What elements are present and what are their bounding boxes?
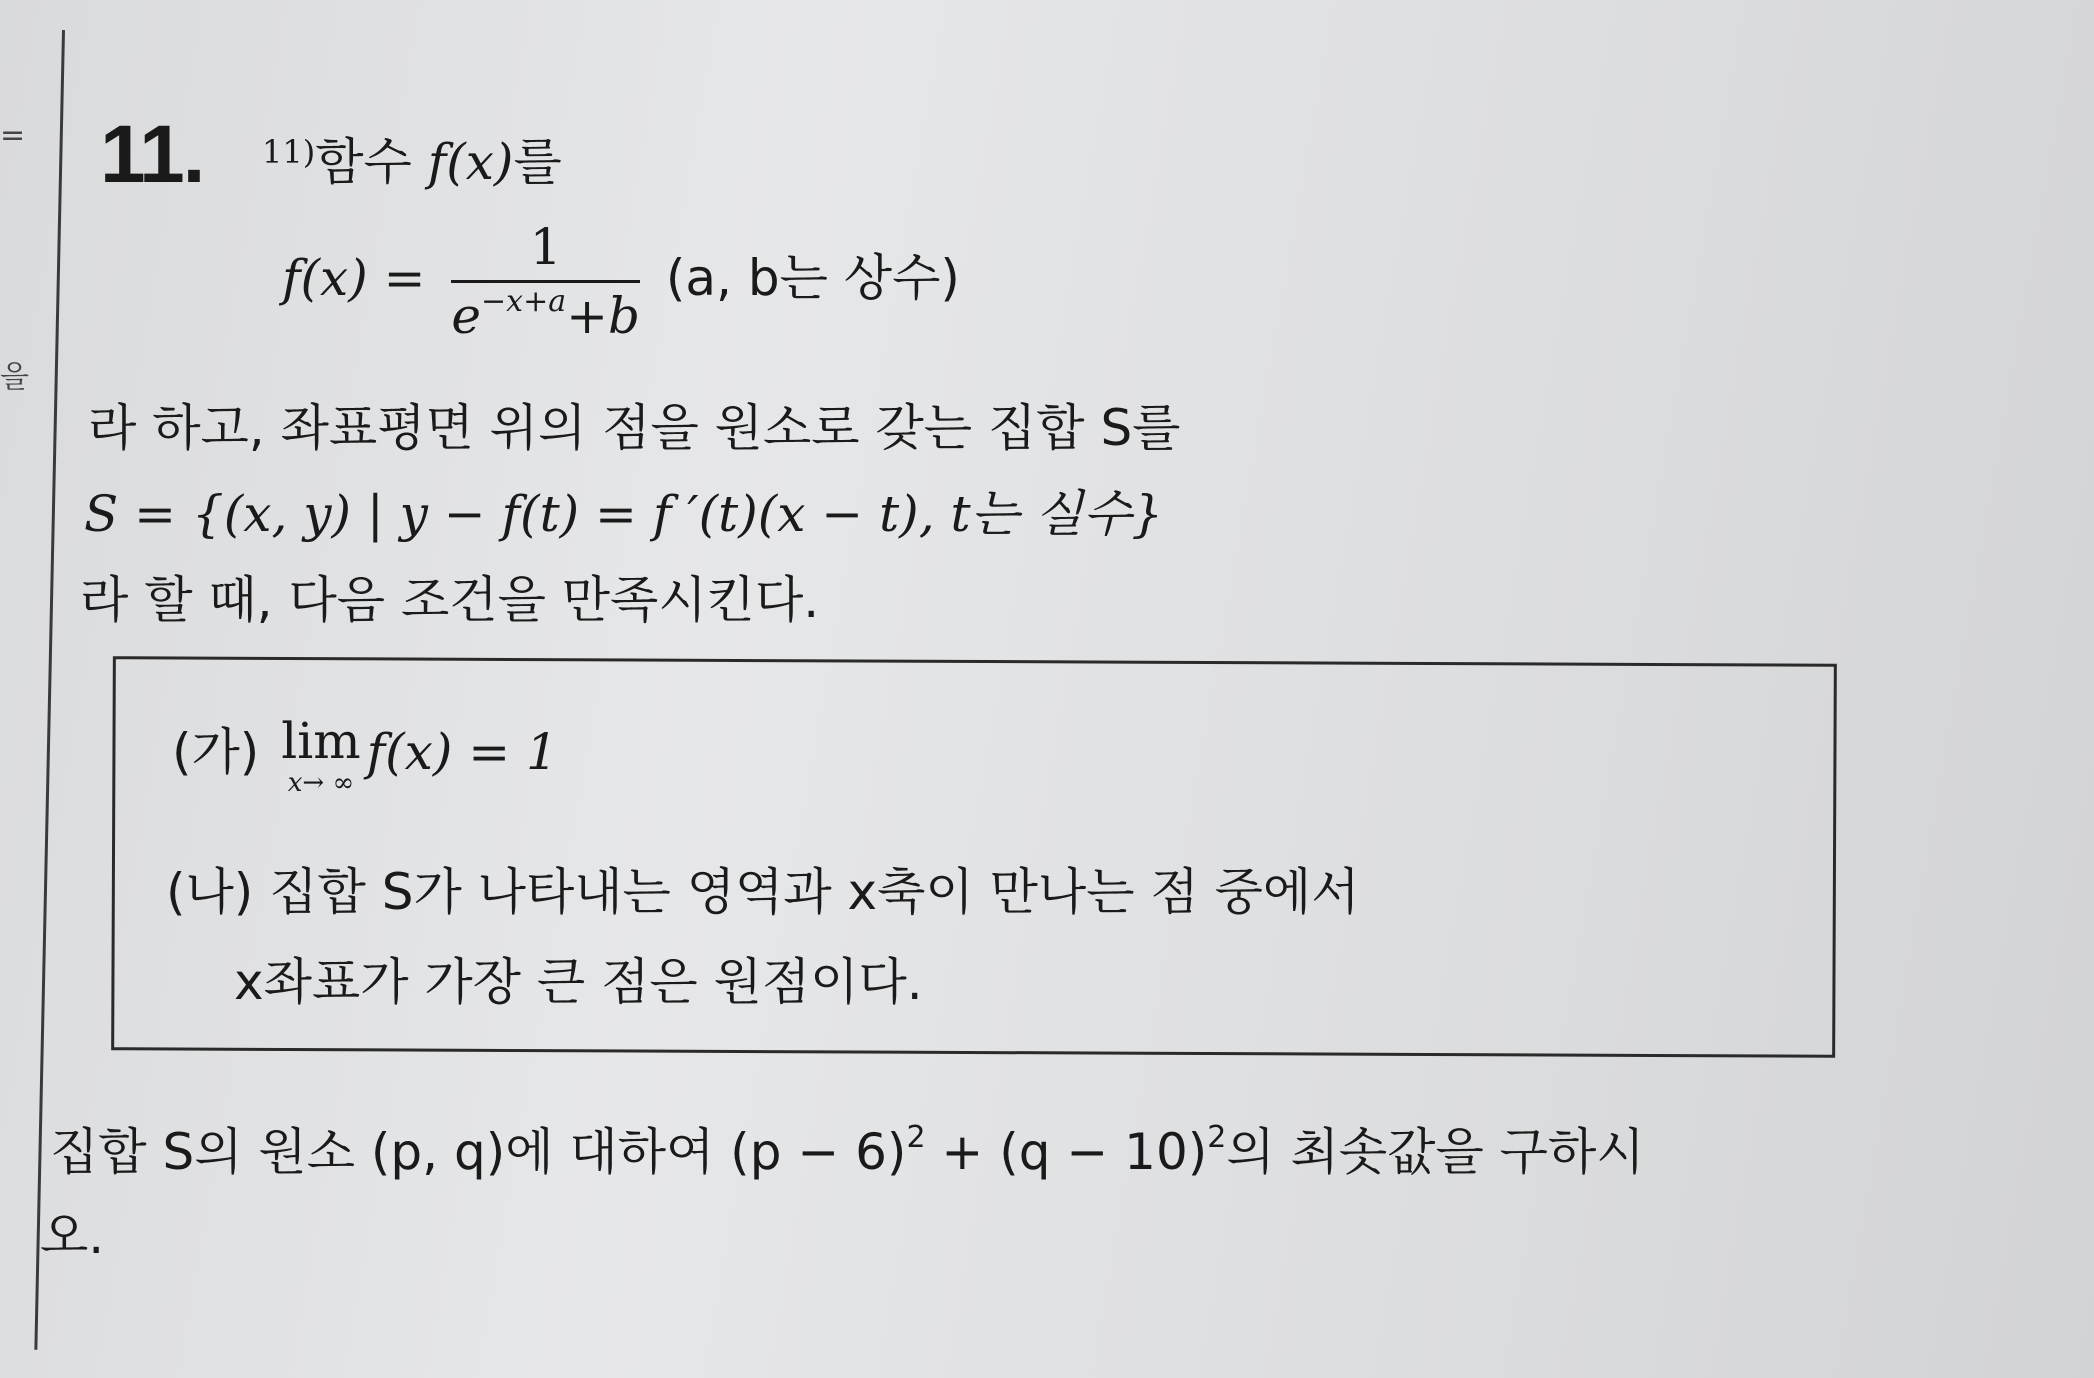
question-mid: + (q − 10) xyxy=(925,1123,1208,1181)
condition-b-line1: 집합 S가 나타내는 영역과 x축이 만나는 점 중에서 xyxy=(269,863,1360,921)
def-remark: (a, b는 상수) xyxy=(665,249,960,307)
question-sup-2: 2 xyxy=(1207,1120,1227,1155)
question-line-2: 오. xyxy=(40,1207,105,1265)
problem-intro xyxy=(262,122,562,194)
condition-a-expr: f(x) = 1 xyxy=(366,723,558,781)
limit-word: lim xyxy=(281,712,361,770)
fraction xyxy=(451,218,640,345)
def-lhs: f(x) = xyxy=(282,249,426,307)
intro-particle: 를 xyxy=(513,133,562,191)
question-pre: 집합 S의 원소 (p, q)에 대하여 (p − 6) xyxy=(50,1123,907,1181)
edge-mark-top: = xyxy=(0,118,26,153)
question-sup-1: 2 xyxy=(906,1120,926,1155)
function-definition xyxy=(282,218,960,345)
problem-line-2: 라 하고, 좌표평면 위의 점을 원소로 갖는 집합 S를 xyxy=(88,399,1181,457)
question-line-1 xyxy=(50,1112,1645,1184)
problem-number: 11. xyxy=(100,109,204,200)
exp-base: e xyxy=(451,287,482,345)
question-post: 의 최솟값을 구하시 xyxy=(1226,1123,1645,1181)
set-definition: S = {(x, y) | y − f(t) = f ′(t)(x − t), t는 실수} xyxy=(84,485,1164,543)
den-tail: +b xyxy=(566,287,640,345)
fraction-denominator xyxy=(451,283,640,345)
problem-line-4: 라 할 때, 다음 조건을 만족시킨다. xyxy=(80,571,820,629)
condition-b xyxy=(166,852,1360,924)
condition-a xyxy=(172,712,558,798)
edge-mark-mid: 을 xyxy=(0,360,29,395)
limit-subscript: x→ ∞ xyxy=(287,768,355,798)
condition-b-label: (나) xyxy=(166,863,254,921)
condition-a-label: (가) xyxy=(172,723,260,781)
intro-text: 함수 xyxy=(315,133,412,191)
limit xyxy=(281,712,360,798)
exp-power: −x+a xyxy=(481,284,567,319)
footnote-ref: 11) xyxy=(262,133,316,171)
condition-b-line2: x좌표가 가장 큰 점은 원점이다. xyxy=(234,953,923,1011)
fraction-numerator: 1 xyxy=(451,218,640,283)
intro-function: f(x) xyxy=(427,133,514,191)
